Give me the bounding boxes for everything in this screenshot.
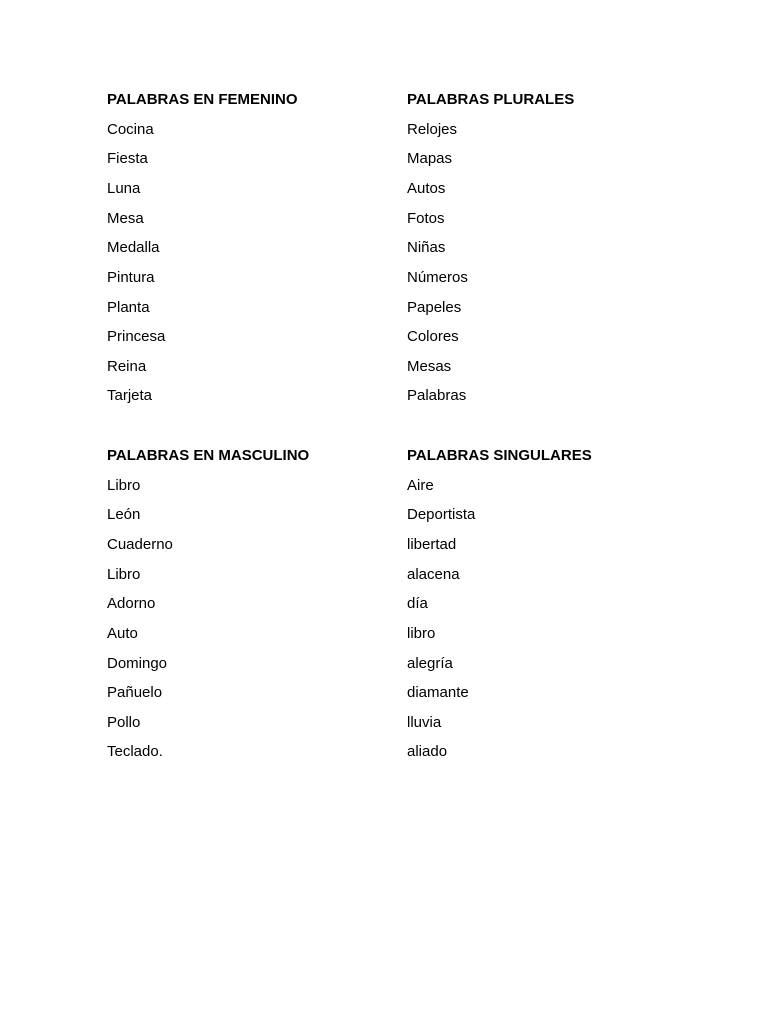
list-item: libro: [407, 624, 436, 642]
singular-words-list: [407, 476, 707, 772]
list-item: Pintura: [107, 268, 155, 286]
list-item: Adorno: [107, 595, 156, 613]
plural-words-column: [407, 90, 707, 416]
list-item: Relojes: [407, 120, 458, 138]
list-item: Auto: [107, 624, 138, 642]
singular-words-column: [407, 446, 707, 772]
feminine-words-list: [107, 120, 407, 416]
list-item: León: [107, 506, 141, 524]
list-item: libertad: [407, 535, 457, 553]
list-item: aliado: [407, 743, 448, 761]
list-item: Colores: [407, 328, 459, 346]
plural-words-list: [407, 120, 707, 416]
list-item: Reina: [107, 357, 147, 375]
list-item: alegría: [407, 654, 453, 672]
list-item: Princesa: [107, 328, 166, 346]
list-item: Libro: [107, 476, 141, 494]
list-item: Aire: [407, 476, 434, 494]
bottom-section: [107, 446, 707, 772]
list-item: Pollo: [107, 713, 141, 731]
list-item: Luna: [107, 179, 141, 197]
list-item: Mesa: [107, 209, 144, 227]
list-item: Medalla: [107, 239, 160, 257]
list-item: Mapas: [407, 150, 453, 168]
list-item: Cocina: [107, 120, 154, 138]
masculine-words-column: [107, 446, 407, 772]
feminine-words-heading: PALABRAS EN FEMENINO: [107, 91, 298, 108]
list-item: Deportista: [407, 506, 476, 524]
list-item: Fotos: [407, 209, 445, 227]
list-item: lluvia: [407, 713, 442, 731]
list-item: Libro: [107, 565, 141, 583]
list-item: Teclado.: [107, 743, 163, 761]
list-item: Autos: [407, 179, 446, 197]
singular-words-heading: PALABRAS SINGULARES: [407, 447, 592, 464]
plural-words-heading: PALABRAS PLURALES: [407, 91, 575, 108]
list-item: Cuaderno: [107, 535, 173, 553]
top-section: [107, 90, 707, 416]
list-item: Domingo: [107, 654, 168, 672]
list-item: Pañuelo: [107, 684, 163, 702]
list-item: día: [407, 595, 428, 613]
list-item: Papeles: [407, 298, 462, 316]
list-item: diamante: [407, 684, 469, 702]
masculine-words-heading: PALABRAS EN MASCULINO: [107, 447, 310, 464]
masculine-words-list: [107, 476, 407, 772]
list-item: Planta: [107, 298, 150, 316]
list-item: Palabras: [407, 387, 467, 405]
list-item: Números: [407, 268, 468, 286]
list-item: alacena: [407, 565, 460, 583]
list-item: Fiesta: [107, 150, 148, 168]
list-item: Niñas: [407, 239, 446, 257]
feminine-words-column: [107, 90, 407, 416]
list-item: Tarjeta: [107, 387, 153, 405]
list-item: Mesas: [407, 357, 452, 375]
